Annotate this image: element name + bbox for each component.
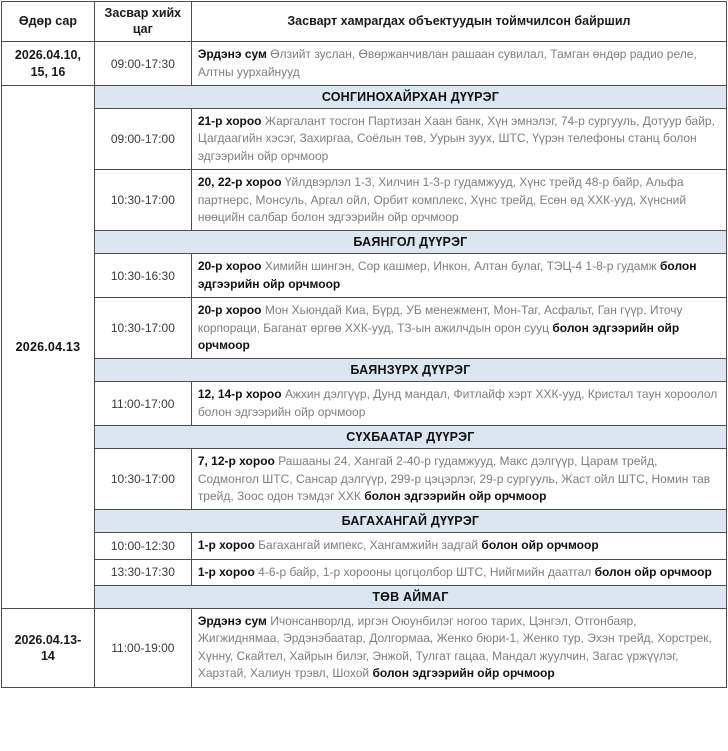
header-date: Өдөр сар [2, 2, 95, 42]
district-label: БАГАХАНГАЙ ДҮҮРЭГ [94, 510, 726, 533]
district-label: СҮХБААТАР ДҮҮРЭГ [94, 426, 726, 449]
district-header-row [2, 426, 727, 449]
district-header-row [2, 510, 727, 533]
header-description: Засварт хамрагдах объектуудын тоймчилсон байршил [191, 2, 726, 42]
table-header [2, 2, 727, 42]
date-cell: 2026.04.10, 15, 16 [2, 42, 95, 86]
time-cell: 10:30-17:00 [94, 298, 191, 359]
district-header-row [2, 586, 727, 609]
location-description-cell: 20-р хороо Мон Хьюндай Киа, Бүрд, УБ менежмент, Мон-Таг, Асфальт, Ган гүүр, Иточу корпораци, Баганат өргөө ХХК-ууд, ТЗ-ын ажилчдын орон сууц болон эдгээрийн ойр орчмоор [191, 298, 726, 359]
location-description-cell: 21-р хороо Жаргалант тосгон Партизан Хаан банк, Хүн эмнэлэг, 74-р сургууль, Дотуур байр, Цагдаагийн хэсэг, Захиргаа, Соёлын төв, Уурын зуух, ШТС, Үүрэн телефоны станц болон эдгээрийн ойр орчмоор [191, 109, 726, 170]
time-cell: 10:30-16:30 [94, 254, 191, 298]
table-row [2, 382, 727, 426]
table-row [2, 42, 727, 86]
table-row [2, 254, 727, 298]
time-cell: 09:00-17:30 [94, 42, 191, 86]
table-row [2, 109, 727, 170]
district-label: ТӨВ АЙМАГ [94, 586, 726, 609]
table-row [2, 559, 727, 585]
table-row [2, 533, 727, 559]
time-cell: 10:00-12:30 [94, 533, 191, 559]
location-description-cell: 12, 14-р хороо Ажхин дэлгүүр, Дунд мандал, Фитлайф хэрт ХХК-ууд, Кристал таун хороолол болон эдгээрийн ойр орчмоор [191, 382, 726, 426]
table-body [2, 42, 727, 687]
time-cell: 11:00-17:00 [94, 382, 191, 426]
district-label: СОНГИНОХАЙРХАН ДҮҮРЭГ [94, 86, 726, 109]
table-row [2, 298, 727, 359]
time-cell: 11:00-19:00 [94, 609, 191, 688]
location-description-cell: Эрдэнэ сум Өлзийт зуслан, Өвөржанчивлан рашаан сувилал, Тамган өндөр радио реле, Алтны уурхайнууд [191, 42, 726, 86]
location-description-cell: 7, 12-р хороо Рашааны 24, Хангай 2-40-р гудамжууд, Макс дэлгүүр, Царам трейд, Содмонгол ШТС, Сансар дэлгүүр, 299-р цэцэрлэг, 29-р сургууль, Жаст ойл ШТС, Номин тав трейд, Зоос одон тэмдэг ХХК болон эдгээрийн ойр орчмоор [191, 449, 726, 510]
date-cell: 2026.04.13-14 [2, 609, 95, 688]
location-description-cell: 20, 22-р хороо Үйлдвэрлэл 1-3, Хилчин 1-3-р гудамжууд, Хүнс трейд 48-р байр, Альфа партнерс, Монсуль, Аргал ойл, Орбит комплекс, Хүнс трейд, Есөн өд ХХК-ууд, Хүнсний нөөцийн салбар болон эдгээрийн ойр орчмоор [191, 170, 726, 231]
time-cell: 10:30-17:00 [94, 170, 191, 231]
header-time: Засвар хийх цаг [94, 2, 191, 42]
table-row [2, 170, 727, 231]
time-cell: 09:00-17:00 [94, 109, 191, 170]
time-cell: 10:30-17:00 [94, 449, 191, 510]
location-description-cell: Эрдэнэ сум Ичонсанворлд, иргэн Оюунбилэг ногоо тарих, Цэнгэл, Отгонбаяр, Жигжиднямаа, Эрдэнэбаатар, Долгормаа, Женко бюри-1, Женко тур, Эхэн трейд, Хорстрек, Хүнну, Скайтел, Хайрын билэг, Энжой, Тулгат гацаа, Мандал жуулчин, Загас үржүүлэг, Харзтай, Халиун трэвл, Шохой болон эдгээрийн ойр орчмоор [191, 609, 726, 688]
district-label: БАЯНЗҮРХ ДҮҮРЭГ [94, 359, 726, 382]
maintenance-schedule-table [1, 1, 727, 688]
table-row [2, 449, 727, 510]
table-header-row [2, 2, 727, 42]
table-row [2, 609, 727, 688]
location-description-cell: 20-р хороо Химийн шингэн, Сор кашмер, Инкон, Алтан булаг, ТЭЦ-4 1-8-р гудамж болон эдгээрийн ойр орчмоор [191, 254, 726, 298]
district-header-row [2, 86, 727, 109]
location-description-cell: 1-р хороо Багахангай импекс, Хангамжийн задгай болон ойр орчмоор [191, 533, 726, 559]
location-description-cell: 1-р хороо 4-6-р байр, 1-р хорооны цогцолбор ШТС, Нийгмийн даатгал болон ойр орчмоор [191, 559, 726, 585]
district-header-row [2, 231, 727, 254]
district-header-row [2, 359, 727, 382]
district-label: БАЯНГОЛ ДҮҮРЭГ [94, 231, 726, 254]
time-cell: 13:30-17:30 [94, 559, 191, 585]
date-cell: 2026.04.13 [2, 86, 95, 609]
